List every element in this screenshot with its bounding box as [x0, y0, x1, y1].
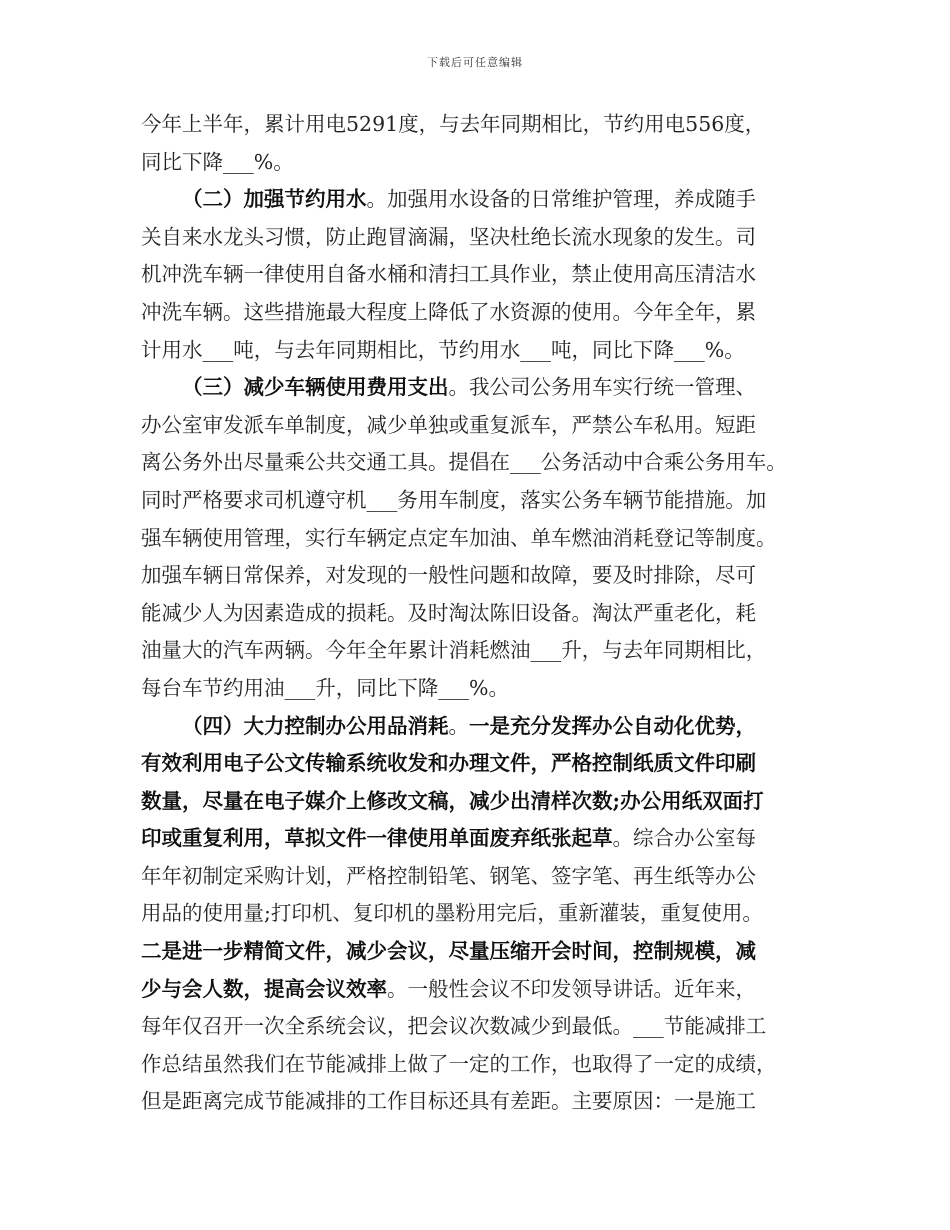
- text-line: [141, 745, 831, 783]
- text-segment: 油量大的汽车两辆。今年全年累计消耗燃油___升，与去年同期相比，: [141, 638, 767, 663]
- text-line: [141, 407, 831, 445]
- text-line: [141, 482, 831, 520]
- text-segment: 。一般性会议不印发领导讲话。近年来，: [387, 976, 756, 1001]
- text-line: [141, 895, 831, 933]
- text-segment: 但是距离完成节能减排的工作目标还具有差距。主要原因：一是施工: [141, 1089, 756, 1114]
- text-line: [141, 256, 831, 294]
- text-segment: 同比下降___%。: [141, 149, 294, 174]
- text-segment: 同时严格要求司机遵守机___务用车制度，落实公务车辆节能措施。加: [141, 487, 767, 512]
- text-segment: 强车辆使用管理，实行车辆定点定车加油、单车燃油消耗登记等制度。: [141, 525, 777, 550]
- text-line: [141, 294, 831, 332]
- bold-text-segment: （二）加强节约用水: [182, 187, 367, 212]
- text-segment: 关自来水龙头习惯，防止跑冒滴漏，坚决杜绝长流水现象的发生。司: [141, 224, 756, 249]
- text-segment: 作总结虽然我们在节能减排上做了一定的工作，也取得了一定的成绩，: [141, 1051, 777, 1076]
- bold-text-segment: （三）减少车辆使用费用支出: [182, 375, 449, 400]
- bold-text-segment: 印或重复利用，草拟文件一律使用单面废弃纸张起草: [141, 826, 613, 851]
- bold-text-segment: 一是充分发挥办公自动化优势，: [469, 713, 756, 738]
- text-segment: 。我公司公务用车实行统一管理、: [448, 375, 756, 400]
- text-segment: 加强车辆日常保养，对发现的一般性问题和故障，要及时排除，尽可: [141, 563, 756, 588]
- text-segment: 办公室审发派车单制度，减少单独或重复派车，严禁公车私用。短距: [141, 412, 756, 437]
- text-line: [141, 858, 831, 896]
- text-line: [141, 1008, 831, 1046]
- text-line: [141, 708, 831, 746]
- text-line: [141, 369, 831, 407]
- text-segment: 离公务外出尽量乘公共交通工具。提倡在___公务活动中合乘公务用车。: [141, 450, 787, 475]
- text-line: [141, 1083, 831, 1121]
- text-segment: 能减少人为因素造成的损耗。及时淘汰陈旧设备。淘汰严重老化，耗: [141, 600, 756, 625]
- text-line: [141, 557, 831, 595]
- page-header: 下载后可任意编辑: [427, 56, 523, 69]
- document-body: [141, 106, 831, 1121]
- bold-text-segment: 有效利用电子公文传输系统收发和办理文件，严格控制纸质文件印刷: [141, 751, 756, 776]
- text-line: [141, 106, 831, 144]
- text-line: [141, 144, 831, 182]
- text-line: [141, 219, 831, 257]
- text-line: [141, 181, 831, 219]
- text-segment: 。加强用水设备的日常维护管理，养成随手: [366, 187, 756, 212]
- bold-text-segment: （四）大力控制办公用品消耗: [182, 713, 449, 738]
- text-segment: 每台车节约用油___升，同比下降___%。: [141, 675, 509, 700]
- text-segment: 今年上半年，累计用电5291度，与去年同期相比，节约用电556度，: [141, 112, 766, 136]
- text-line: [141, 820, 831, 858]
- bold-text-segment: 数量，尽量在电子媒介上修改文稿，减少出清样次数;办公用纸双面打: [141, 788, 764, 813]
- text-line: [141, 783, 831, 821]
- text-segment: 计用水___吨，与去年同期相比，节约用水___吨，同比下降___%。: [141, 337, 745, 362]
- text-segment: 。: [448, 713, 469, 738]
- text-line: [141, 670, 831, 708]
- text-segment: 用品的使用量;打印机、复印机的墨粉用完后，重新灌装，重复使用。: [141, 901, 763, 926]
- text-segment: 每年仅召开一次全系统会议，把会议次数减少到最低。___节能减排工: [141, 1014, 767, 1039]
- text-segment: 年年初制定采购计划，严格控制铅笔、钢笔、签字笔、再生纸等办公: [141, 863, 756, 888]
- text-line: [141, 444, 831, 482]
- text-segment: 冲洗车辆。这些措施最大程度上降低了水资源的使用。今年全年，累: [141, 299, 756, 324]
- text-line: [141, 520, 831, 558]
- text-line: [141, 971, 831, 1009]
- text-line: [141, 933, 831, 971]
- text-line: [141, 1046, 831, 1084]
- bold-text-segment: 少与会人数，提高会议效率: [141, 976, 387, 1001]
- text-segment: 机冲洗车辆一律使用自备水桶和清扫工具作业，禁止使用高压清洁水: [141, 262, 756, 287]
- text-line: [141, 632, 831, 670]
- bold-text-segment: 二是进一步精简文件，减少会议，尽量压缩开会时间，控制规模，减: [141, 939, 756, 964]
- text-line: [141, 332, 831, 370]
- text-line: [141, 595, 831, 633]
- text-segment: 。综合办公室每: [612, 826, 756, 851]
